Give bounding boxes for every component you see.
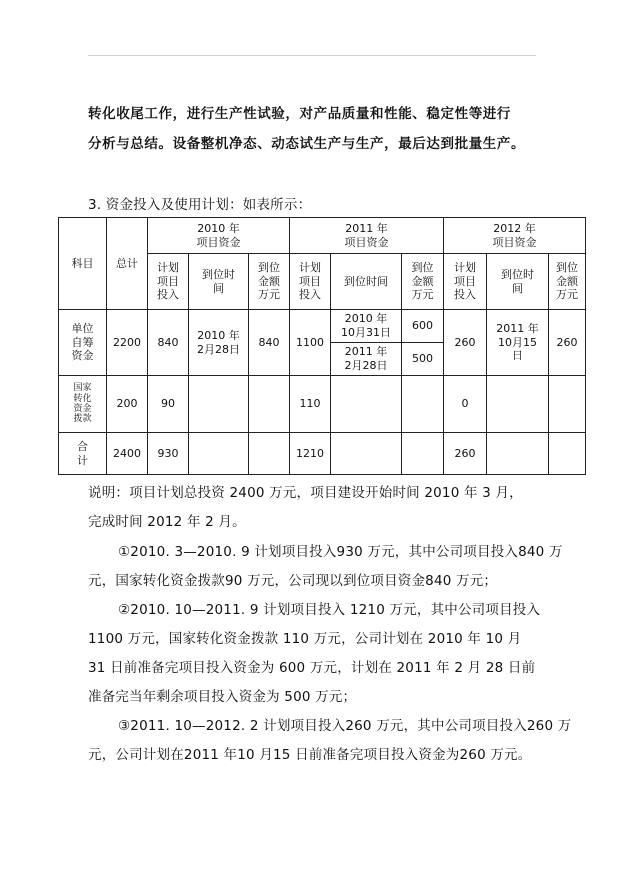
row3-plan-2012: 260 — [444, 433, 487, 475]
header-plan-2012: 计划项目投入 — [444, 254, 487, 310]
row1-plan-2011: 1100 — [290, 310, 331, 376]
row1-amount-2011-a: 600 — [402, 310, 444, 343]
row1-amount-2011-b: 500 — [402, 343, 444, 376]
note-line-4: 元，国家转化资金拨款90 万元，公司现以到位项目资金840 万元； — [88, 573, 498, 589]
header-arrival-amount-2012: 到位金额万元 — [549, 254, 586, 310]
header-arrival-time-2012: 到位时间 — [487, 254, 549, 310]
header-subject: 科目 — [59, 218, 107, 310]
header-2010: 2010 年 项目资金 — [148, 218, 290, 254]
row3-total: 2400 — [107, 433, 148, 475]
row1-amount-2010: 840 — [249, 310, 290, 376]
row1-time-2011-a: 2010 年 10月31日 — [331, 310, 402, 343]
header-2011: 2011 年 项目资金 — [290, 218, 444, 254]
funding-table — [58, 217, 586, 475]
row2-amount-2010 — [249, 376, 290, 433]
row2-time-2011 — [331, 376, 402, 433]
row1-amount-2012: 260 — [549, 310, 586, 376]
header-2012: 2012 年 项目资金 — [444, 218, 586, 254]
intro-line-1: 转化收尾工作，进行生产性试验，对产品质量和性能、稳定性等进行 — [88, 106, 511, 122]
row2-plan-2011: 110 — [290, 376, 331, 433]
row1-total: 2200 — [107, 310, 148, 376]
row2-time-2010 — [189, 376, 249, 433]
row2-amount-2011 — [402, 376, 444, 433]
header-arrival-time-2010: 到位时间 — [189, 254, 249, 310]
row3-amount-2012 — [549, 433, 586, 475]
row2-plan-2010: 90 — [148, 376, 189, 433]
header-rule — [88, 55, 536, 56]
row3-plan-2010: 930 — [148, 433, 189, 475]
header-arrival-amount-2010: 到位金额万元 — [249, 254, 290, 310]
row2-plan-2012: 0 — [444, 376, 487, 433]
row3-time-2010 — [189, 433, 249, 475]
row1-plan-2010: 840 — [148, 310, 189, 376]
row-label-self-funded: 单位自筹资金 — [59, 310, 107, 376]
row2-total: 200 — [107, 376, 148, 433]
row1-time-2012: 2011 年 10月15日 — [487, 310, 549, 376]
row1-plan-2012: 260 — [444, 310, 487, 376]
note-line-3: ①2010. 3—2010. 9 计划项目投入930 万元，其中公司项目投入840 万 — [118, 544, 563, 560]
row-label-sum: 合计 — [59, 433, 107, 475]
note-line-10: 元，公司计划在2011 年10 月15 日前准备完项目投入资金为260 万元。 — [88, 747, 532, 763]
note-line-5: ②2010. 10—2011. 9 计划项目投入 1210 万元，其中公司项目投入 — [118, 602, 541, 618]
row2-time-2012 — [487, 376, 549, 433]
row3-time-2012 — [487, 433, 549, 475]
header-plan-2011: 计划项目投入 — [290, 254, 331, 310]
intro-line-2: 分析与总结。设备整机净态、动态试生产与生产，最后达到批量生产。 — [88, 136, 526, 152]
header-arrival-time-2011: 到位时间 — [331, 254, 402, 310]
row3-amount-2011 — [402, 433, 444, 475]
header-plan-2010: 计划项目投入 — [148, 254, 189, 310]
note-line-8: 准备完当年剩余项目投入资金为 500 万元； — [88, 689, 357, 705]
row3-time-2011 — [331, 433, 402, 475]
note-line-7: 31 日前准备完项目投入资金为 600 万元，计划在 2011 年 2 月 28 日前 — [88, 660, 536, 676]
header-total: 总计 — [107, 218, 148, 310]
note-line-9: ③2011. 10—2012. 2 计划项目投入260 万元，其中公司项目投入260 万 — [118, 718, 572, 734]
row3-plan-2011: 1210 — [290, 433, 331, 475]
row2-amount-2012 — [549, 376, 586, 433]
row1-time-2010: 2010 年 2月28日 — [189, 310, 249, 376]
row-label-national-fund: 国家转化资金拨款 — [59, 376, 107, 433]
section-heading: 3. 资金投入及使用计划：如表所示： — [88, 197, 312, 213]
row3-amount-2010 — [249, 433, 290, 475]
row1-time-2011-b: 2011 年 2月28日 — [331, 343, 402, 376]
note-line-6: 1100 万元，国家转化资金拨款 110 万元，公司计划在 2010 年 10 月 — [88, 631, 522, 647]
note-line-1: 说明：项目计划总投资 2400 万元，项目建设开始时间 2010 年 3 月， — [88, 485, 523, 501]
header-arrival-amount-2011: 到位金额万元 — [402, 254, 444, 310]
note-line-2: 完成时间 2012 年 2 月。 — [88, 514, 246, 530]
